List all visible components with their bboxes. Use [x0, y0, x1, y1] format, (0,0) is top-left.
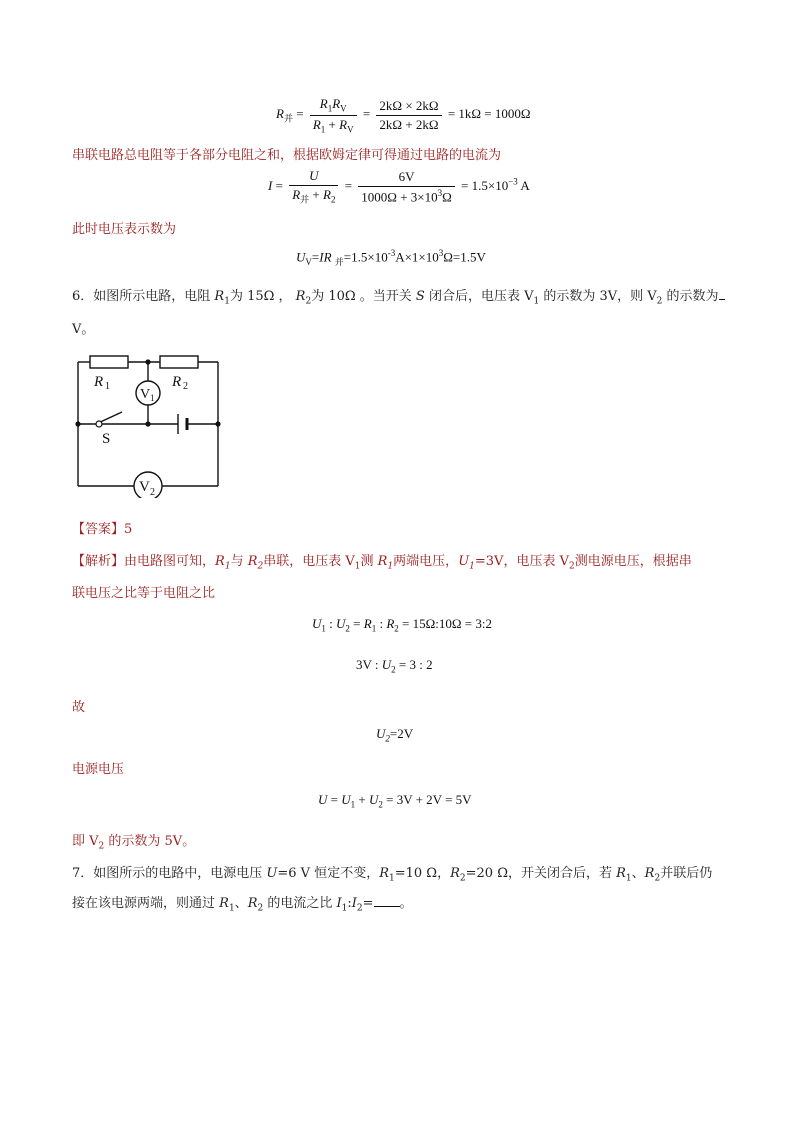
- answer-line: [72, 518, 132, 537]
- analysis-line2: 联电压之比等于电阻之比: [72, 586, 216, 601]
- label-switch: S: [102, 431, 111, 447]
- text-series-sum: 串联电路总电阻等于各部分电阻之和，根据欧姆定律可得通过电路的电流为: [72, 148, 502, 163]
- question-6-line1: 6．如图所示电路，电阻 $R_1$为 15Ω ， $R_2$为 10Ω 。当开关 S 闭合后，电压表 $V_1$ 的示数为 3V，则 $V_2$ 的示数为: [72, 285, 725, 307]
- label-v2: V: [139, 479, 150, 495]
- label-v1: V: [140, 387, 151, 402]
- equation-ratio-1: $U_1$ : $U_2 = R_1$ : $R_2$ = 15Ω:10Ω = 3:2: [312, 616, 492, 634]
- question-6-line2: V。: [72, 322, 95, 337]
- junction-dot: [145, 359, 150, 364]
- equation-current: I = $\frac{U}{R_并 + R_2}$ = $\frac{6V}{1000\Omega + 3\times 10^3\Omega}$ = $1.5\times 10^{-3}$ A: [268, 168, 530, 205]
- answer-blank[interactable]: [374, 894, 400, 907]
- fraction: $\frac{6V}{1000\Omega + 3\times 10^3\Omega}$: [358, 169, 455, 205]
- resistor-r2: [160, 356, 198, 368]
- equation-voltmeter-reading: $U_V=IR$ $_并=1.5\times 10^{-3}A\times 1\times 10^3\Omega=1.5V$: [296, 248, 486, 267]
- text-gu: 故: [72, 700, 86, 715]
- answer-value: 5: [124, 522, 133, 537]
- switch-contact: [96, 421, 102, 427]
- junction-dot: [145, 421, 150, 426]
- equation-ratio-2: 3V : $U_2 = 3$ : 2: [356, 657, 433, 675]
- label-r1-sub: 1: [105, 381, 110, 392]
- fraction: $\frac{2k\Omega \times 2k\Omega}{2k\Omega + 2k\Omega}$: [376, 98, 441, 133]
- equation-u2: $U_2=2V$: [376, 726, 414, 744]
- question-7-line1: 7．如图所示的电路中，电源电压 U=6 V 恒定不变，$R_1=10$ Ω，$R_2=20$ Ω，开关闭合后，若 $R_1$、$R_2$并联后仍: [72, 866, 713, 884]
- junction-dot: [215, 421, 220, 426]
- equation-parallel-resistance: $R_并$ = $\frac{R_1R_V}{R_1 + R_V}$ = $\frac{2k\Omega \times 2k\Omega}{2k\Omega + 2k\Omega}$ = 1kΩ = 1000Ω: [276, 96, 531, 135]
- junction-dot: [75, 421, 80, 426]
- text-voltmeter: 此时电压表示数为: [72, 222, 177, 237]
- label-v2-sub: 2: [150, 487, 155, 498]
- analysis-line1: 【解析】由电路图可知，$R_1$与 $R_2$串联，电压表 $V_1$测 $R_1$两端电压，$U_1=3V$，电压表 $V_2$测电源电压，根据串: [72, 554, 692, 572]
- text-source-voltage: 电源电压: [72, 762, 125, 777]
- fraction: $\frac{U}{R_并 + R_2}$: [289, 168, 338, 206]
- label-r2-sub: 2: [183, 381, 188, 392]
- fraction: $\frac{R_1R_V}{R_1 + R_V}$: [310, 96, 357, 134]
- label-r1: R: [94, 374, 104, 390]
- resistor-r1: [90, 356, 128, 368]
- equation-total-voltage: $U = U_1 + U_2 = 3V + 2V = 5V$: [318, 792, 472, 810]
- circuit-diagram: [70, 348, 240, 498]
- answer-tag: 【答案】: [72, 522, 125, 537]
- text-result: 即 $V_2$ 的示数为 5V。: [72, 834, 196, 852]
- label-v1-sub: 1: [150, 393, 155, 403]
- answer-blank[interactable]: [719, 287, 725, 300]
- question-7-line2: 接在该电源两端，则通过 $R_1$、$R_2$ 的电流之比 $I_1:I_2=$ 。: [72, 896, 413, 914]
- label-r2: R: [172, 374, 182, 390]
